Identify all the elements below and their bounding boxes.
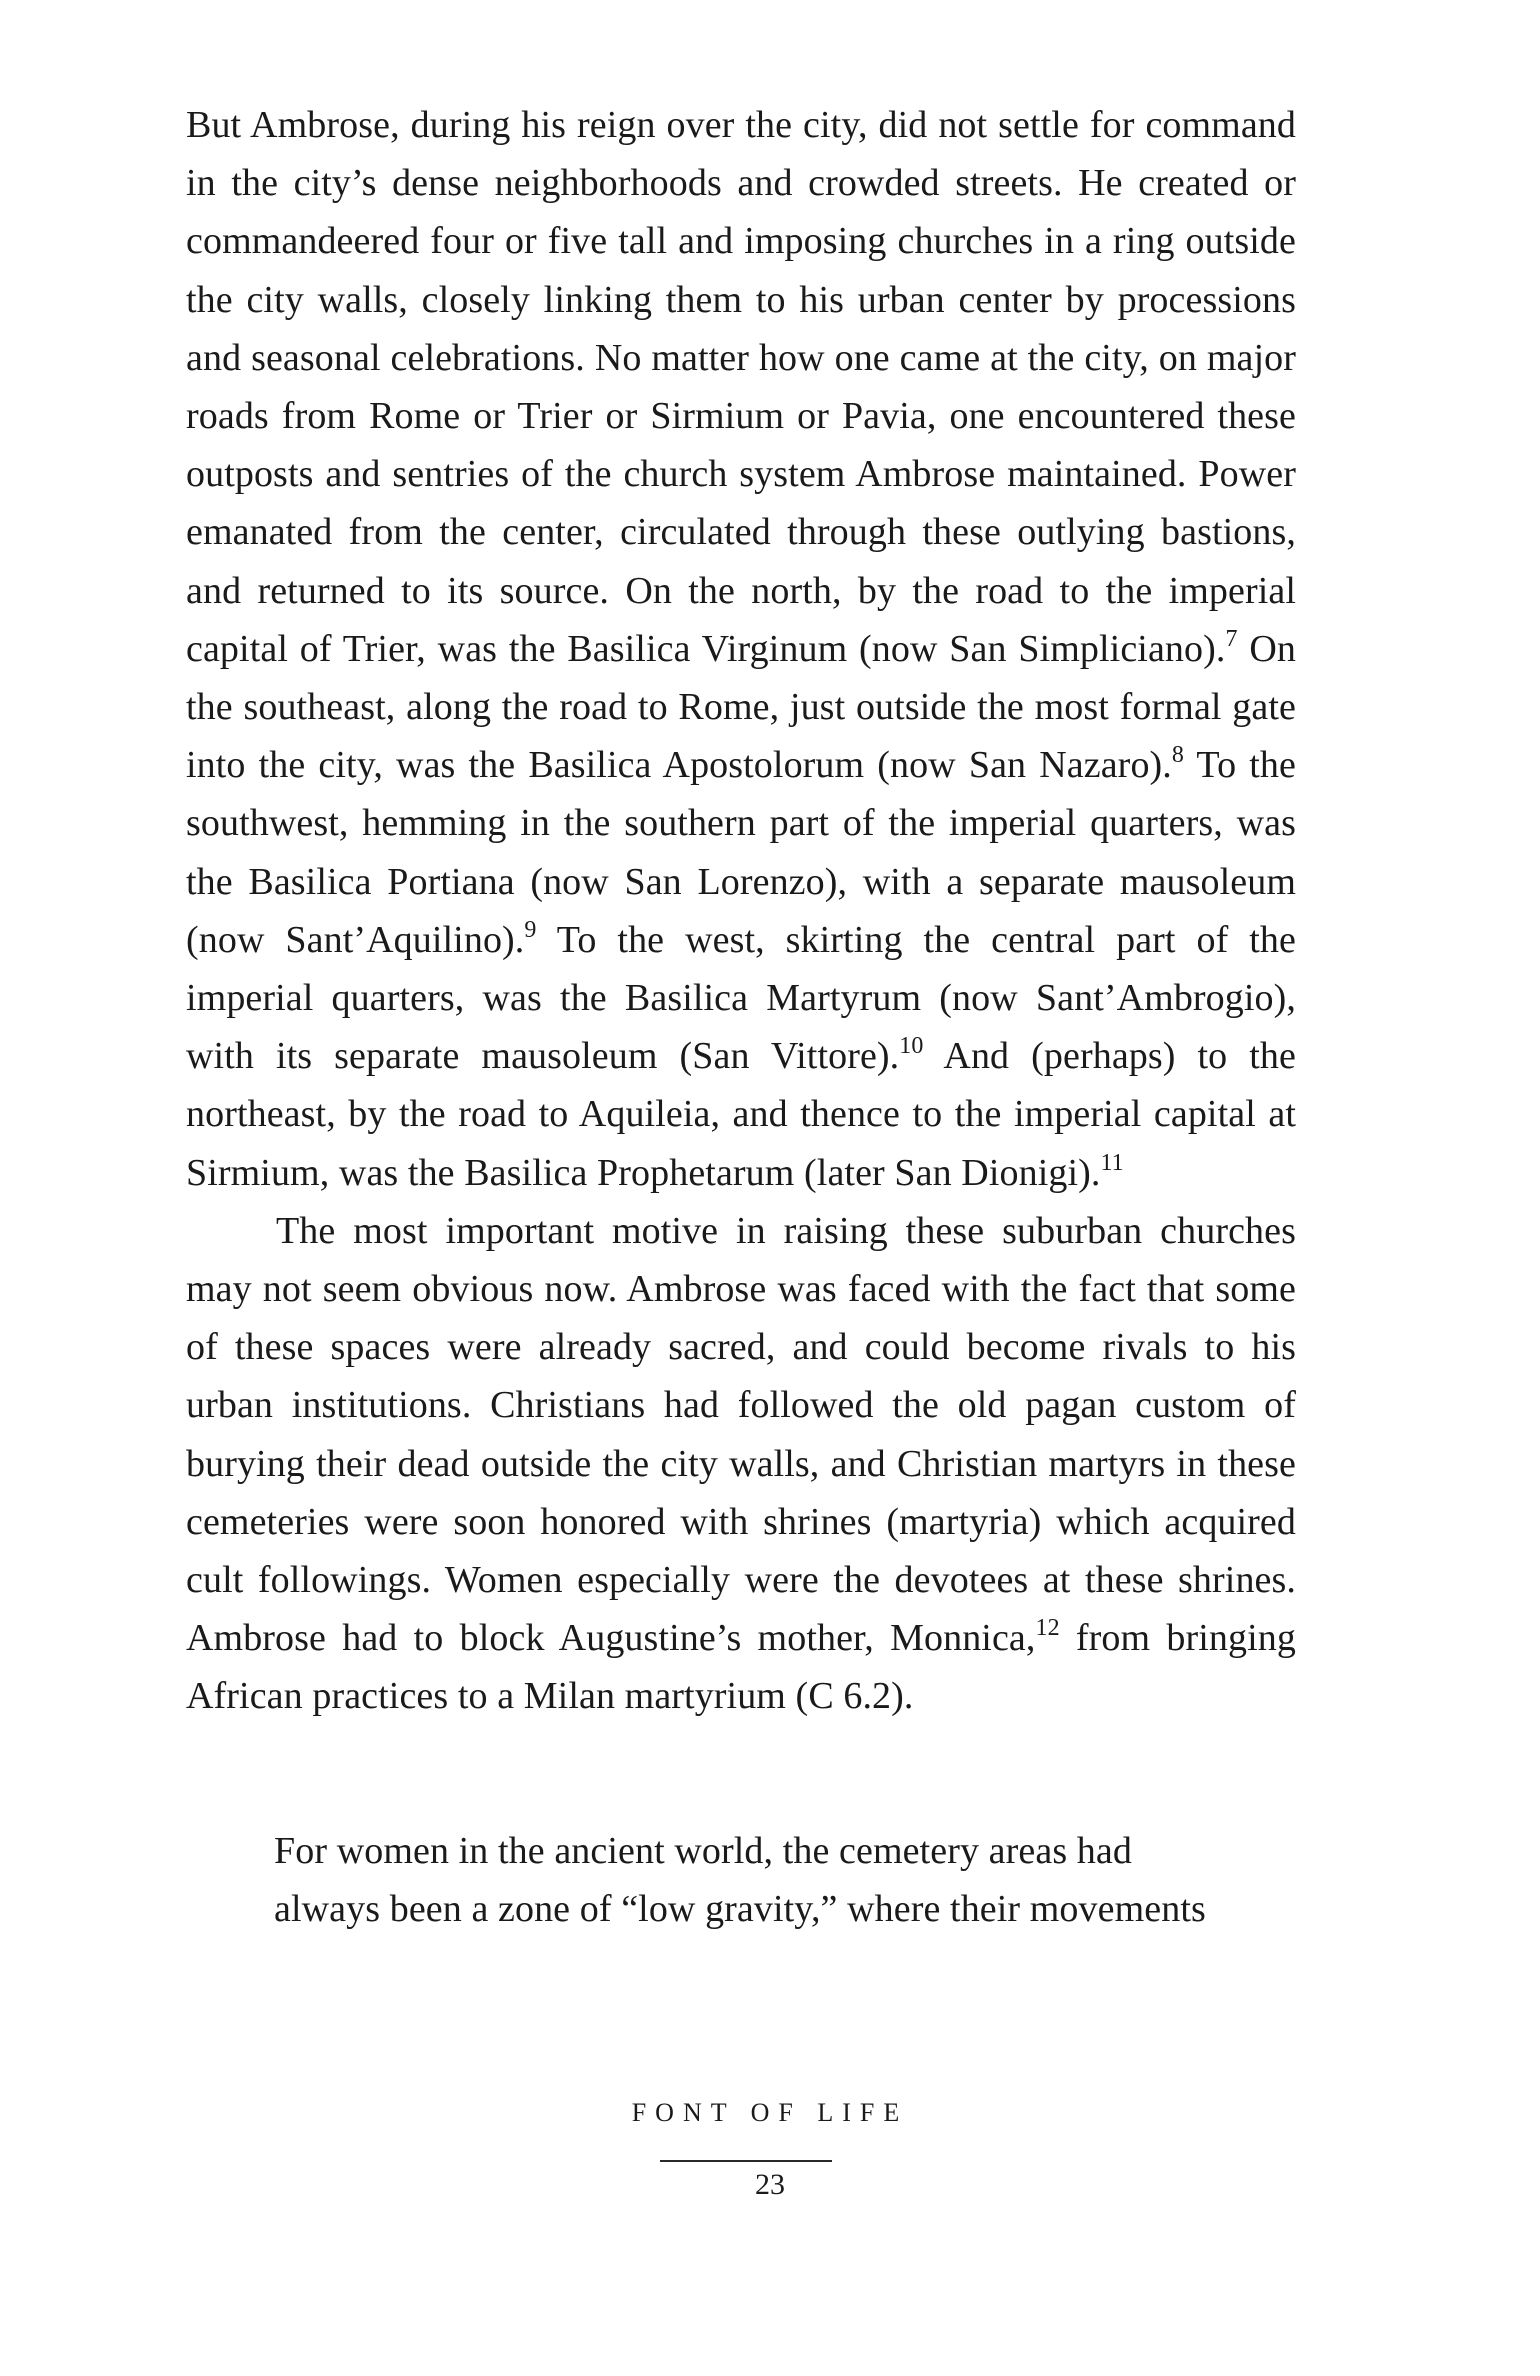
paragraph-1-text-1: But Ambrose, during his reign over the city, did not settle for command in the city’s dense neighborhoods and crowded streets. He created or commandeered four or five tall and imposing churches in a ring outside the city walls, closely linking them to his urban center by processions and seasonal celebrations. No matter how one came at the city, on major roads from Rome or Trier or Sirmium or Pavia, one encountered these outposts and sentries of the church system Ambrose maintained. Power emanated from the center, circulated through these outlying bastions, and returned to its source. On the north, by the road to the imperial capital of Trier, was the Basilica Virginum (now San Simpliciano). (186, 104, 1296, 670)
paragraph-2-text-1: The most important motive in raising these suburban churches may not seem obvious now. Ambrose was faced with the fact that some of these spaces were already sacred, and could become rivals to his urban institutions. Christians had followed the old pagan custom of burying their dead outside the city walls, and Christian martyrs in these cemeteries were soon honored with shrines (martyria) which acquired cult followings. Women especially were the devotees at these shrines. Ambrose had to block Augustine’s mother, Monnica, (186, 1209, 1296, 1660)
block-quote (274, 1822, 1214, 1938)
paragraph-1-text-3: To the southwest, hemming in the southern part of the imperial quarters, was the Basilica Portiana (now San Lorenzo), with a separate mausoleum (now Sant’Aquilino). (186, 744, 1296, 961)
paragraph-2-text-2: from bringing African practices to a Milan martyrium (C 6.2). (186, 1617, 1296, 1718)
page-number: 23 (755, 2168, 785, 2201)
paragraph-1-text-5: And (perhaps) to the northeast, by the road to Aquileia, and thence to the imperial capital at Sirmium, was the Basilica Prophetarum (later San Dionigi). (186, 1035, 1297, 1194)
footnote-ref-9: 9 (524, 916, 537, 943)
paragraph-1-text-2: On the southeast, along the road to Rome, just outside the most formal gate into the city, was the Basilica Apostolorum (now San Nazaro). (186, 627, 1296, 787)
body-text (186, 96, 1296, 1726)
footnote-ref-7: 7 (1225, 625, 1238, 652)
paragraph-2 (186, 1202, 1296, 1726)
block-quote-text: For women in the ancient world, the cemetery areas had always been a zone of “low gravity,” where their movements (274, 1830, 1206, 1931)
footer-rule (660, 2160, 832, 2162)
footnote-ref-11: 11 (1100, 1149, 1124, 1176)
paragraph-1 (186, 96, 1296, 1202)
running-footer-title: FONT OF LIFE (631, 2098, 909, 2127)
footnote-ref-12: 12 (1035, 1615, 1060, 1642)
paragraph-1-text-4: To the west, skirting the central part of the imperial quarters, was the Basilica Martyrum (now Sant’Ambrogio), with its separate mausoleum (San Vittore). (186, 918, 1296, 1078)
footnote-ref-10: 10 (899, 1033, 924, 1060)
footnote-ref-8: 8 (1171, 742, 1185, 769)
